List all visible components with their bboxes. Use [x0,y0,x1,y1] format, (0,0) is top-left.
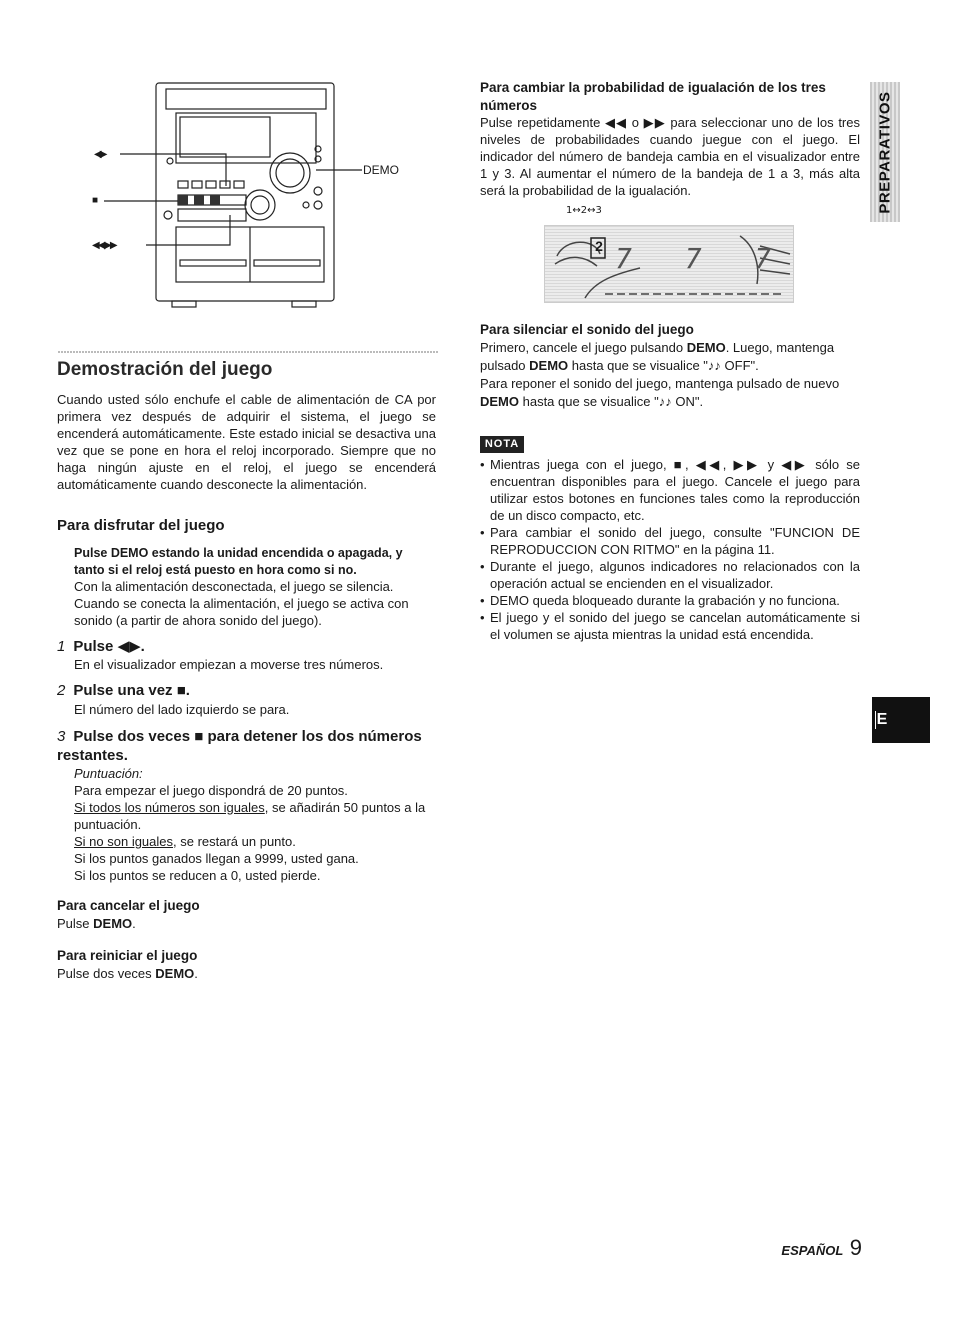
nota-item-1: • Mientras juega con el juego, ■, ◀◀, ▶▶ y ◀▶ sólo se encuentran disponibles para el juego. Cancele el juego para utilizar estos botones en funciones tales como la reproducción de un disco compacto, etc. [480,456,860,524]
silence-demo-1: DEMO [686,340,726,355]
nota-item-4: • DEMO queda bloqueado durante la grabación y no funciona. [480,592,860,609]
cancel-demo: DEMO [93,916,133,931]
silence-text-1 [480,339,860,375]
nota-item-2: • Para cambiar el sonido del juego, consulte "FUNCION DE REPRODUCCION CON RITMO" en la página 11. [480,524,860,558]
cancel-pre: Pulse [57,916,94,931]
lang-tab-label: E [876,711,888,728]
label-stop: ■ [92,195,99,206]
nota-badge [480,436,524,453]
cancel-title: Para cancelar el juego [57,898,200,913]
silence-title: Para silenciar el sonido del juego [480,322,694,337]
section-title: Demostración del juego [57,359,273,380]
step-1-title [57,637,145,655]
nota-list [480,456,860,643]
score-line-3-underlined: Si no son iguales [74,834,174,849]
score-label: Puntuación: [74,766,143,781]
step-1-label: Pulse ◀▶. [73,638,145,655]
score-line-3-rest: , se restará un punto. [173,834,296,849]
footer-language: ESPAÑOL [781,1243,844,1258]
step-2-number: 2 [57,682,66,699]
score-line-3 [74,833,439,850]
side-tab-label: PREPARATIVOS [876,90,894,214]
side-tab [870,82,900,222]
prob-text: Pulse repetidamente ◀◀ o ▶▶ para seleccionar uno de los tres niveles de probabilidades cuando juegue con el juego. El indicador del número de bandeja cambia en el visualizador entre 1 y 3. Al aumentar el número de la bandeja de 1 a 3, más alta será la probabilidad de la igualación. [480,115,860,198]
page-footer [770,1235,862,1261]
silence-t5: hasta que se visualice "♪♪ ON". [519,394,704,409]
stereo-diagram [80,75,440,320]
score-line-5: Si los puntos se reducen a 0, usted pierde. [74,868,321,883]
enjoy-title: Para disfrutar del juego [57,517,225,534]
enjoy-text: Con la alimentación desconectada, el juego se silencia. Cuando se conecta la alimentación, el juego se activa con sonido (a partir de ahora sonido del juego). [74,579,409,628]
restart-text [57,965,198,982]
silence-t2: . Luego, mantenga pulsado [480,340,835,373]
stereo-unit-drawing [80,75,440,320]
restart-pre: Pulse dos veces [57,966,156,981]
step-3-label: Pulse dos veces ■ para detener los dos números restantes. [57,728,422,764]
step-3-number: 3 [57,728,66,745]
silence-demo-3: DEMO [480,394,519,409]
tray-cycle-label: 1↔2↔3 [566,205,602,216]
label-demo: DEMO [363,163,399,177]
nota-item-5: • El juego y el sonido del juego se cancelan automáticamente si el volumen se ajusta mientras la unidad está encendida. [480,609,860,643]
display-panel [544,225,794,303]
tray-number: 2 [595,238,603,254]
cancel-post: . [132,916,136,931]
enjoy-bold-line: Pulse DEMO estando la unidad encendida o apagada, y tanto si el reloj está puesto en hora como si no. [74,546,403,577]
score-line-2 [74,799,439,833]
step-1-text: En el visualizador empiezan a moverse tres números. [74,657,384,672]
silence-t4: Para reponer el sonido del juego, mantenga pulsado de nuevo [480,376,840,391]
restart-title: Para reiniciar el juego [57,948,198,963]
cancel-text [57,915,136,932]
score-line-2-underlined: Si todos los números son iguales [74,800,265,815]
display-numbers: 7 7 7 [615,242,790,275]
step-2-title [57,682,190,699]
step-2-label: Pulse una vez ■. [73,682,190,699]
page-number: 9 [849,1235,862,1260]
step-2-text: El número del lado izquierdo se para. [74,702,290,717]
step-1-number: 1 [57,638,66,655]
restart-post: . [194,966,198,981]
score-line-2-rest: , se añadirán 50 puntos a la puntuación. [74,800,426,832]
display-illustration [540,205,794,303]
lang-tab [872,697,930,743]
silence-t3: hasta que se visualice "♪♪ OFF". [568,358,759,373]
nota-item-3: • Durante el juego, algunos indicadores no relacionados con la operación actual se encienden en el visualizador. [480,558,860,592]
silence-text-2 [480,375,860,411]
nota-label: NOTA [484,438,520,450]
section-rule [58,351,438,353]
score-block [74,765,439,884]
score-line-1: Para empezar el juego dispondrá de 20 puntos. [74,783,348,798]
score-line-4: Si los puntos ganados llegan a 9999, usted gana. [74,851,359,866]
label-skip: ◀◀,▶▶ [92,240,116,251]
silence-demo-2: DEMO [529,358,569,373]
restart-demo: DEMO [155,966,195,981]
intro-paragraph: Cuando usted sólo enchufe el cable de alimentación de CA por primera vez después de adquirir el sistema, el juego se encenderá automáticamente. Este estado inicial se desactiva una vez que se pone en hora el reloj incorporado. Siempre que no haga ningún ajuste en el reloj, el juego se encenderá automáticamente cuando desconecte la alimentación. [57,392,436,492]
step-3-title [57,727,442,765]
silence-t1: Primero, cancele el juego pulsando [480,340,687,355]
prob-title: Para cambiar la probabilidad de igualación de los tres números [480,80,826,113]
label-play-pause: ◀▶ [94,149,106,160]
